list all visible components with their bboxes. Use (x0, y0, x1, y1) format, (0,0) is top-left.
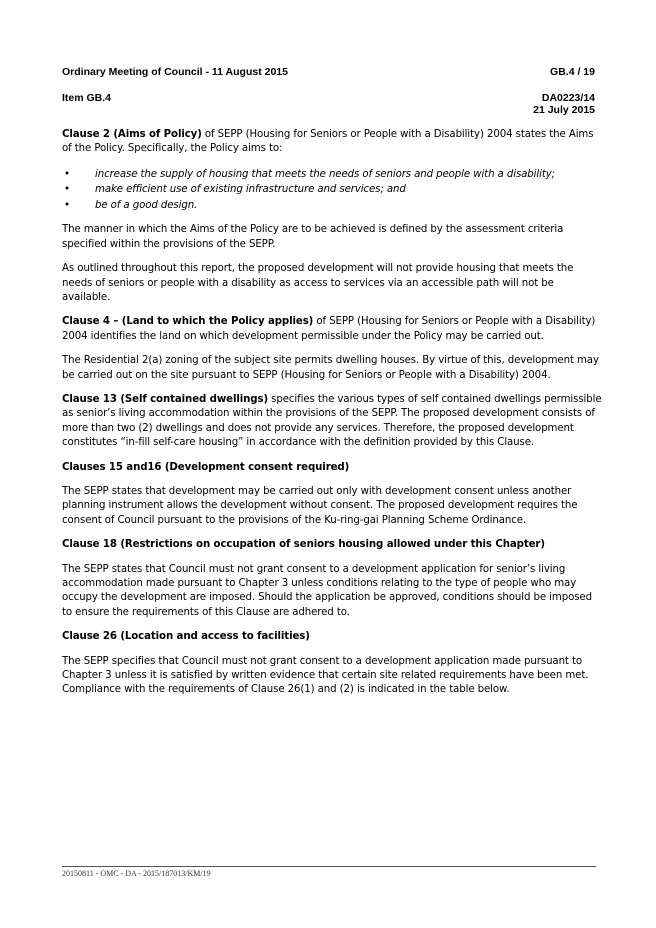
da-reference (533, 92, 595, 116)
footer-divider (62, 866, 596, 867)
list-item (62, 182, 602, 198)
list-item-text: increase the supply of housing that meets the needs of seniors and people with a disability; (95, 168, 556, 180)
paragraph-occupation: The SEPP states that Council must not grant consent to a development application for senior’s living accommodation made pursuant to Chapter 3 unless conditions relating to the type of people who may occupy the development are imposed. Should the application be approved, conditions should be imposed to ensure the requirements of this Clause are adhered to. (62, 563, 592, 618)
clause-13-heading: Clause 13 (Self contained dwellings) (62, 393, 268, 405)
da-number: DA0223/14 (541, 92, 595, 104)
clause-2-heading: Clause 2 (Aims of Policy) (62, 129, 202, 140)
list-item-text: make efficient use of existing infrastructure and services; and (95, 184, 406, 196)
paragraph-clause-13 (62, 393, 602, 451)
paragraph-consent: The SEPP states that development may be carried out only with development consent unless another planning instrument allows the development without consent. The proposed development requires the consent of Council pursuant to the provisions of the Ku-ring-gai Planning Scheme Ordinance. (62, 486, 578, 526)
paragraph-location: The SEPP specifies that Council must not grant consent to a development application made pursuant to Chapter 3 unless it is satisfied by written evidence that certain site related requirements have been met. Compliance with the requirements of Clause 26(1) and (2) is indicated in the table below. (62, 655, 589, 696)
list-item (62, 198, 602, 214)
meeting-title: Ordinary Meeting of Council - 11 August 2015 (62, 66, 288, 78)
paragraph-aims (62, 128, 602, 157)
paragraph-outline: As outlined throughout this report, the proposed development will not provide housing that meets the needs of seniors or people with a disability as access to services via an accessible path will not be available. (62, 263, 574, 303)
item-number: Item GB.4 (62, 92, 112, 104)
paragraph-clause-4-text: of SEPP (Housing for Seniors or People with a Disability) 2004 identifies the land on which development permissible under the Policy may be carried out. (62, 316, 596, 342)
paragraph-manner: The manner in which the Aims of the Policy are to be achieved is defined by the assessment criteria specified within the provisions of the SEPP. (62, 224, 564, 250)
page-reference: GB.4 / 19 (550, 66, 595, 78)
paragraph-clause-4 (62, 315, 602, 344)
paragraph-aims-text: of SEPP (Housing for Seniors or People with a Disability) 2004 states the Aims of the Policy. Specifically, the Policy aims to: (62, 129, 594, 155)
report-body (62, 128, 602, 708)
clause-4-heading: Clause 4 – (Land to which the Policy applies) (62, 316, 314, 328)
footer-reference: 20150811 - OMC - DA - 2015/187013/KM/19 (62, 869, 211, 878)
bullet-icon: • (64, 184, 70, 196)
list-item (62, 167, 602, 183)
bullet-icon: • (64, 168, 70, 180)
paragraph-zoning: The Residential 2(a) zoning of the subject site permits dwelling houses. By virtue of this, development may be carried out on the site pursuant to SEPP (Housing for Seniors or People with a Disability) 2004. (62, 355, 599, 381)
paragraph-clause-13-text: specifies the various types of self contained dwellings permissible as senior’s living accommodation within the provisions of the SEPP. The proposed development consists of more than two (2) dwellings and does not provide any services. Therefore, the proposed development constitutes “in-fill self-care housing” in accordance with the definition provided by this Clause. (62, 393, 602, 449)
clause-18-heading: Clause 18 (Restrictions on occupation of seniors housing allowed under this Chapter) (62, 539, 545, 551)
aims-list (62, 167, 602, 214)
clauses-15-16-heading: Clauses 15 and16 (Development consent required) (62, 461, 350, 473)
bullet-icon: • (64, 199, 70, 211)
list-item-text: be of a good design. (95, 199, 198, 211)
clause-26-heading: Clause 26 (Location and access to facilities) (62, 631, 310, 643)
report-date: 21 July 2015 (533, 104, 595, 116)
